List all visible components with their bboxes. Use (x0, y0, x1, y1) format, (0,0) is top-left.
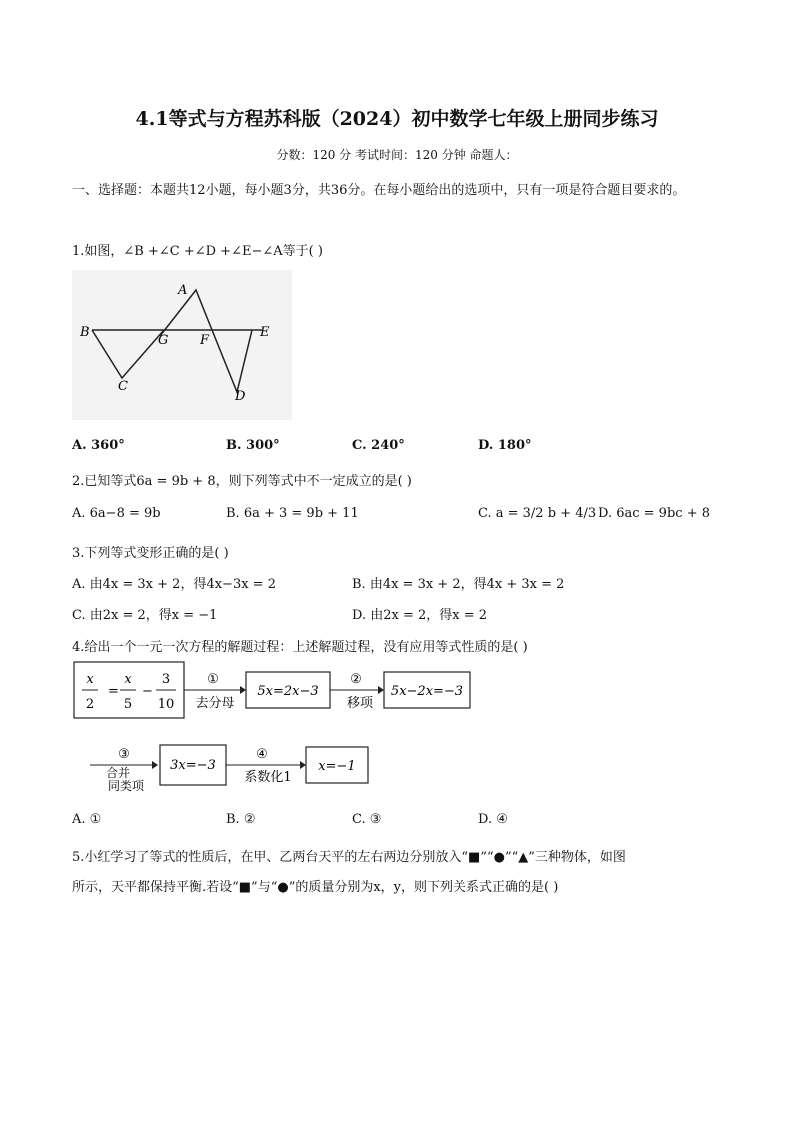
svg-text:5x−2x=−3: 5x−2x=−3 (390, 684, 464, 699)
q2-option-d: D. 6ac = 9bc + 8 (598, 506, 710, 521)
q1-option-c: C. 240° (352, 438, 405, 453)
question-5-stem-line-1: 5.小红学习了等式的性质后，在甲、乙两台天平的左右两边分别放入“■”“●”“▲”三种物体，如图 (72, 850, 626, 865)
label-C: C (118, 379, 128, 394)
q3-option-c: C. 由2x = 2，得x = −1 (72, 608, 218, 623)
question-4-flowchart (72, 655, 512, 805)
q1-option-d: D. 180° (478, 438, 532, 453)
triangle-figure (72, 270, 292, 420)
svg-text:移项: 移项 (346, 696, 374, 711)
question-1-stem: 1.如图，∠B +∠C +∠D +∠E−∠A等于( ) (72, 244, 323, 259)
svg-text:=: = (108, 684, 119, 699)
question-2-stem: 2.已知等式6a = 9b + 8，则下列等式中不一定成立的是( ) (72, 474, 412, 489)
question-5-stem-line-2: 所示，天平都保持平衡.若设“■”与“●”的质量分别为x，y，则下列关系式正确的是( ) (72, 880, 559, 895)
q1-option-a: A. 360° (72, 438, 125, 453)
svg-text:②: ② (350, 672, 362, 687)
page-title: 4.1等式与方程苏科版（2024）初中数学七年级上册同步练习 (135, 108, 659, 130)
question-3-stem: 3.下列等式变形正确的是( ) (72, 546, 229, 561)
section-heading: 一、选择题：本题共12小题，每小题3分，共36分。在每小题给出的选项中，只有一项是符合题目要求的。 (72, 183, 686, 198)
svg-text:①: ① (207, 672, 219, 687)
svg-text:5x=2x−3: 5x=2x−3 (257, 684, 319, 699)
q4-option-c: C. ③ (352, 812, 382, 827)
q2-option-b: B. 6a + 3 = 9b + 11 (226, 506, 359, 521)
label-G: G (158, 333, 169, 348)
label-E: E (260, 325, 270, 340)
q3-option-b: B. 由4x = 3x + 2，得4x + 3x = 2 (352, 577, 565, 592)
q1-option-b: B. 300° (226, 438, 280, 453)
svg-text:同类项: 同类项 (107, 779, 145, 793)
svg-text:系数化1: 系数化1 (244, 770, 292, 785)
q4-option-a: A. ① (72, 812, 102, 827)
q2-option-a: A. 6a−8 = 9b (72, 506, 161, 521)
svg-text:3: 3 (161, 672, 171, 687)
label-F: F (200, 333, 210, 348)
svg-text:③: ③ (118, 747, 130, 762)
q2-option-c: C. a = 3/2 b + 4/3 (478, 506, 597, 521)
label-A: A (178, 283, 188, 298)
svg-text:x: x (86, 672, 94, 687)
svg-text:合并: 合并 (105, 766, 131, 780)
label-B: B (80, 325, 90, 340)
svg-text:10: 10 (157, 697, 175, 712)
question-1-figure (72, 270, 292, 420)
q3-option-d: D. 由2x = 2，得x = 2 (352, 608, 488, 623)
svg-text:5: 5 (123, 697, 133, 712)
q3-option-a: A. 由4x = 3x + 2，得4x−3x = 2 (72, 577, 276, 592)
svg-text:−: − (142, 684, 153, 699)
q4-option-d: D. ④ (478, 812, 508, 827)
svg-text:④: ④ (256, 747, 268, 762)
svg-text:2: 2 (85, 697, 95, 712)
flowchart-svg (72, 655, 512, 805)
svg-text:x=−1: x=−1 (318, 759, 356, 774)
svg-text:去分母: 去分母 (195, 696, 235, 711)
q4-option-b: B. ② (226, 812, 256, 827)
svg-text:x: x (124, 672, 132, 687)
question-4-stem: 4.给出一个一元一次方程的解题过程：上述解题过程，没有应用等式性质的是( ) (72, 640, 528, 655)
svg-text:3x=−3: 3x=−3 (170, 758, 216, 773)
exam-meta: 分数：120 分 考试时间：120 分钟 命题人： (276, 148, 518, 162)
label-D: D (235, 389, 246, 404)
